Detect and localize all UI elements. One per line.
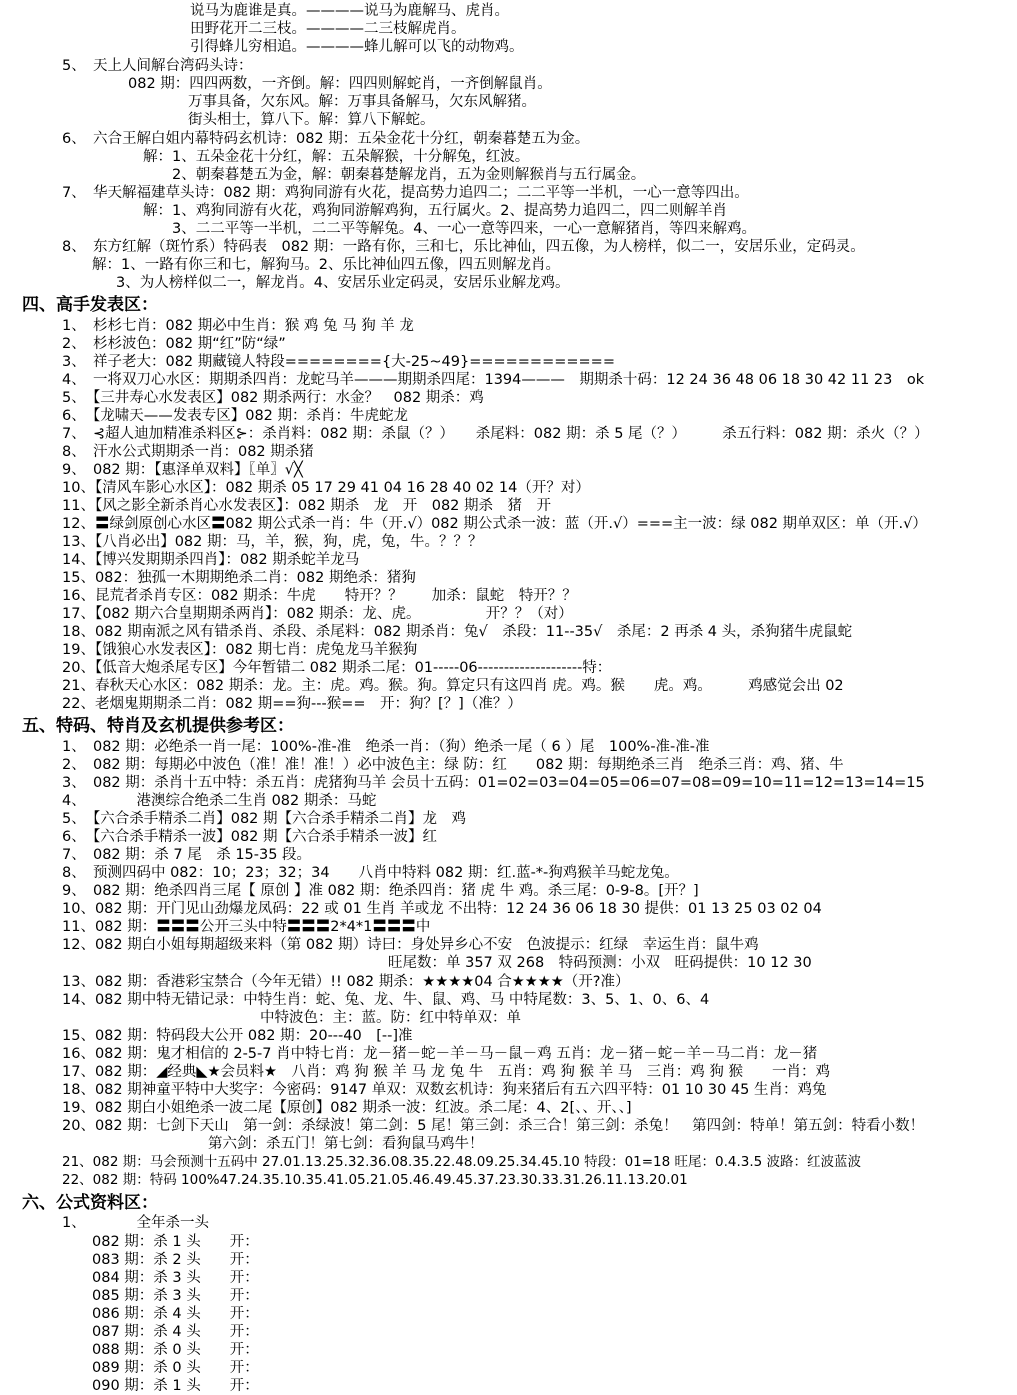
text-line: 082 期：杀 1 头 开：: [92, 1234, 259, 1250]
text-line: 19、082 期白小姐绝杀一波二尾【原创】082 期杀一波：红波。杀二尾：4、2[、、开、、]: [62, 1100, 632, 1116]
text-line: 1、 082 期：必绝杀一肖一尾：100%-准-准 绝杀一肖：（狗）绝杀一尾（ 6 ）尾 100%-准-准-准: [62, 739, 710, 755]
text-line: 万事具备，欠东风。解：万事具备解马，欠东风解猪。: [188, 94, 536, 110]
text-line: 4、 港澳综合绝杀二生肖 082 期杀：马蛇: [62, 793, 377, 809]
text-line: 7、 ⊰超人迪加精准杀料区⊱：杀肖料：082 期：杀鼠（？） 杀尾料：082 期：杀 5 尾（？） 杀五行料：082 期：杀火（？）: [62, 426, 929, 442]
text-line: 20、【低音大炮杀尾专区】今年暂错二 082 期杀二尾：01-----06--------------------特：: [62, 660, 612, 676]
text-line: 街头相士，算八下。解：算八下解蛇。: [188, 112, 435, 128]
text-line: 7、 082 期：杀 7 尾 杀 15-35 段。: [62, 847, 312, 863]
text-line: 13、【八肖必出】082 期：马，羊，猴，狗，虎，兔，牛。？？？: [62, 534, 483, 550]
text-line: 20、082 期：七剑下天山 第一剑：杀绿波！第二剑：5 尾！第三剑：杀三合！第三剑：杀兔！ 第四剑：特单！第五剑：特看小数！: [62, 1118, 925, 1134]
text-line: 12、〓绿剑原创心水区〓082 期公式杀一肖：牛（开.√）082 期公式杀一波：蓝（开.√）===主一波：绿 082 期单双区：单（开.√）: [62, 516, 927, 532]
section-heading: 四、高手发表区：: [22, 295, 158, 315]
text-line: 3、为人榜样似二一，解龙肖。4、安居乐业定码灵，安居乐业解龙鸡。: [116, 275, 570, 291]
text-line: 8、 汗水公式期期杀一肖：082 期杀猪: [62, 444, 314, 460]
text-line: 1、 杉杉七肖：082 期必中生肖：猴 鸡 兔 马 狗 羊 龙: [62, 318, 414, 334]
text-line: 082 期：四四两数，一齐倒。解：四四则解蛇肖，一齐倒解鼠肖。: [128, 76, 552, 92]
text-line: 3、 祥子老大：082 期藏镜人特段========{大-25~49}============: [62, 354, 615, 370]
text-line: 16、昆荒者杀肖专区：082 期杀：牛虎 特开？？ 加杀：鼠蛇 特开？？: [62, 588, 577, 604]
text-line: 4、 一将双刀心水区：期期杀四肖：龙蛇马羊———期期杀四尾：1394——— 期期杀十码：12 24 36 48 06 18 30 42 11 23 ok: [62, 372, 925, 388]
text-line: 21、082 期：马会预测十五码中 27.01.13.25.32.36.08.35.22.48.09.25.34.45.10 特段：01=18 旺尾：0.4.3.5 波路：红波蓝波: [62, 1154, 862, 1170]
text-line: 090 期：杀 1 头 开：: [92, 1378, 259, 1394]
text-line: 5、 天上人间解台湾码头诗：: [62, 58, 253, 74]
text-line: 088 期：杀 0 头 开：: [92, 1342, 259, 1358]
text-line: 解：1、一路有你三和七，解狗马。2、乐比神仙四五像，四五则解龙肖。: [92, 257, 560, 273]
text-line: 21、春秋天心水区：082 期杀：龙。主：虎。鸡。猴。狗。算定只有这四肖 虎。鸡。猴 虎。鸡。 鸡感觉会出 02: [62, 678, 844, 694]
section-heading: 五、特码、特肖及玄机提供参考区：: [22, 716, 294, 736]
text-line: 6、 六合王解白姐内幕特码玄机诗：082 期：五朵金花十分红，朝秦暮楚五为金。: [62, 131, 590, 147]
text-line: 中特波色：主：蓝。防：红中特单双：单: [260, 1010, 521, 1026]
text-line: 17、082 期：◢经典◣★会员料★ 八肖：鸡 狗 猴 羊 马 龙 兔 牛 五肖：鸡 狗 猴 羊 马 三肖：鸡 狗 猴 一肖：鸡: [62, 1064, 830, 1080]
text-line: 7、 华天解福建草头诗：082 期：鸡狗同游有火花，提高势力追四二；二二平等一半机，一心一意等四出。: [62, 185, 749, 201]
text-line: 19、【饿狼心水发表区】：082 期七肖：虎兔龙马羊猴狗: [62, 642, 418, 658]
text-line: 3、二二平等一半机，二二平等解兔。4、一心一意等四来，一心一意解猪肖，等四来解鸡。: [172, 221, 756, 237]
text-line: 引得蜂儿穷相追。————蜂儿解可以飞的动物鸡。: [190, 39, 524, 55]
text-line: 11、【风之影全新杀肖心水发表区】：082 期杀 龙 开 082 期杀 猪 开: [62, 498, 552, 514]
text-line: 8、 东方红解（斑竹系）特码表 082 期：一路有你，三和七，乐比神仙，四五像，为人榜样，似二一，安居乐业，定码灵。: [62, 239, 865, 255]
text-line: 11、082 期：〓〓〓公开三头中特〓〓〓2*4*1〓〓〓中: [62, 919, 431, 935]
text-line: 8、 预测四码中 082：10；23；32；34 八肖中特料 082 期：红.蓝-*-狗鸡猴羊马蛇龙兔。: [62, 865, 679, 881]
text-line: 10、【清风车影心水区】：082 期杀 05 17 29 41 04 16 28 40 02 14（开？对）: [62, 480, 590, 496]
text-line: 15、082：独孤一木期期绝杀二肖：082 期绝杀：猪狗: [62, 570, 416, 586]
text-line: 087 期：杀 4 头 开：: [92, 1324, 259, 1340]
text-line: 084 期：杀 3 头 开：: [92, 1270, 259, 1286]
text-line: 1、 全年杀一头: [62, 1215, 209, 1231]
text-line: 10、082 期：开门见山劲爆龙凤码：22 或 01 生肖 羊或龙 不出特：12 24 36 06 18 30 提供：01 13 25 03 02 04: [62, 901, 822, 917]
text-line: 22、082 期：特码 100%47.24.35.10.35.41.05.21.05.46.49.45.37.23.30.33.31.26.11.13.20.01: [62, 1172, 688, 1188]
text-line: 18、082 期神童平特中大奖字：今密码：9147 单双：双数玄机诗：狗来猪后有五六四平特：01 10 30 45 生肖：鸡兔: [62, 1082, 827, 1098]
text-line: 18、082 期南派之风有错杀肖、杀段、杀尾料：082 期杀肖：兔√ 杀段：11--35√ 杀尾：2 再杀 4 头，杀狗猪牛虎鼠蛇: [62, 624, 853, 640]
text-line: 2、朝秦暮楚五为金，解：朝秦暮楚解龙肖，五为金则解猴肖与五行属金。: [172, 167, 646, 183]
text-line: 17、【082 期六合皇期期杀两肖】：082 期杀：龙、虎。 开？？（对）: [62, 606, 573, 622]
text-line: 12、082 期白小姐每期超级来料（第 082 期）诗曰：身处异乡心不安 色波提示：红绿 幸运生肖：鼠牛鸡: [62, 937, 759, 953]
text-line: 解：1、鸡狗同游有火花，鸡狗同游解鸡狗，五行属火。2、提高势力追四二，四二则解羊肖: [143, 203, 727, 219]
text-line: 第六剑：杀五门！第七剑：看狗鼠马鸡牛！: [208, 1136, 484, 1152]
section-heading: 六、公式资料区：: [22, 1193, 158, 1213]
text-line: 13、082 期：香港彩宝禁合（今年无错）!! 082 期杀：★★★★04 合★★★★（开?准）: [62, 974, 630, 990]
text-line: 15、082 期：特码段大公开 082 期：20---40 [--]准: [62, 1028, 413, 1044]
text-line: 说马为鹿谁是真。————说马为鹿解马、虎肖。: [190, 3, 509, 19]
text-line: 14、【博兴发期期杀四肖】：082 期杀蛇羊龙马: [62, 552, 360, 568]
text-line: 5、 【三井寿心水发表区】082 期杀两行：水金？ 082 期杀：鸡: [62, 390, 484, 406]
text-line: 086 期：杀 4 头 开：: [92, 1306, 259, 1322]
text-line: 089 期：杀 0 头 开：: [92, 1360, 259, 1376]
text-line: 085 期：杀 3 头 开：: [92, 1288, 259, 1304]
text-line: 6、 【六合杀手精杀一波】082 期【六合杀手精杀一波】红: [62, 829, 438, 845]
text-line: 14、082 期中特无错记录：中特生肖：蛇、兔、龙、牛、鼠、鸡、马 中特尾数：3、5、1、0、6、4: [62, 992, 710, 1008]
text-line: 083 期：杀 2 头 开：: [92, 1252, 259, 1268]
text-line: 16、082 期：鬼才相信的 2-5-7 肖中特七肖：龙－猪－蛇－羊－马－鼠－鸡 五肖：龙－猪－蛇－羊－马二肖：龙－猪: [62, 1046, 818, 1062]
text-line: 2、 082 期：每期必中波色（准！准！准！）必中波色主：绿 防：红 082 期：每期绝杀三肖 绝杀三肖：鸡、猪、牛: [62, 757, 844, 773]
text-line: 9、 082 期：【惠泽单双料】〖单〗√╳: [62, 462, 303, 478]
text-line: 解：1、五朵金花十分红，解：五朵解猴，十分解兔，红波。: [143, 149, 530, 165]
text-line: 5、 【六合杀手精杀二肖】082 期【六合杀手精杀二肖】龙 鸡: [62, 811, 467, 827]
text-line: 3、 082 期：杀肖十五中特：杀五肖：虎猪狗马羊 会员十五码：01=02=03=04=05=06=07=08=09=10=11=12=13=14=15: [62, 775, 925, 791]
text-line: 6、 【龙啸天——发表专区】082 期：杀肖：牛虎蛇龙: [62, 408, 409, 424]
text-line: 22、老烟鬼期期杀二肖：082 期==狗---猴== 开：狗？[？]（准？）: [62, 696, 522, 712]
text-line: 旺尾数：单 357 双 268 特码预测：小双 旺码提供：10 12 30: [388, 955, 812, 971]
text-line: 9、 082 期：绝杀四肖三尾【 原创 】准 082 期：绝杀四肖：猪 虎 牛 鸡。杀三尾：0-9-8。[开？]: [62, 883, 699, 899]
text-line: 田野花开二三枝。————二三枝解虎肖。: [190, 21, 466, 37]
text-line: 2、 杉杉波色：082 期“红”防“绿”: [62, 336, 286, 352]
